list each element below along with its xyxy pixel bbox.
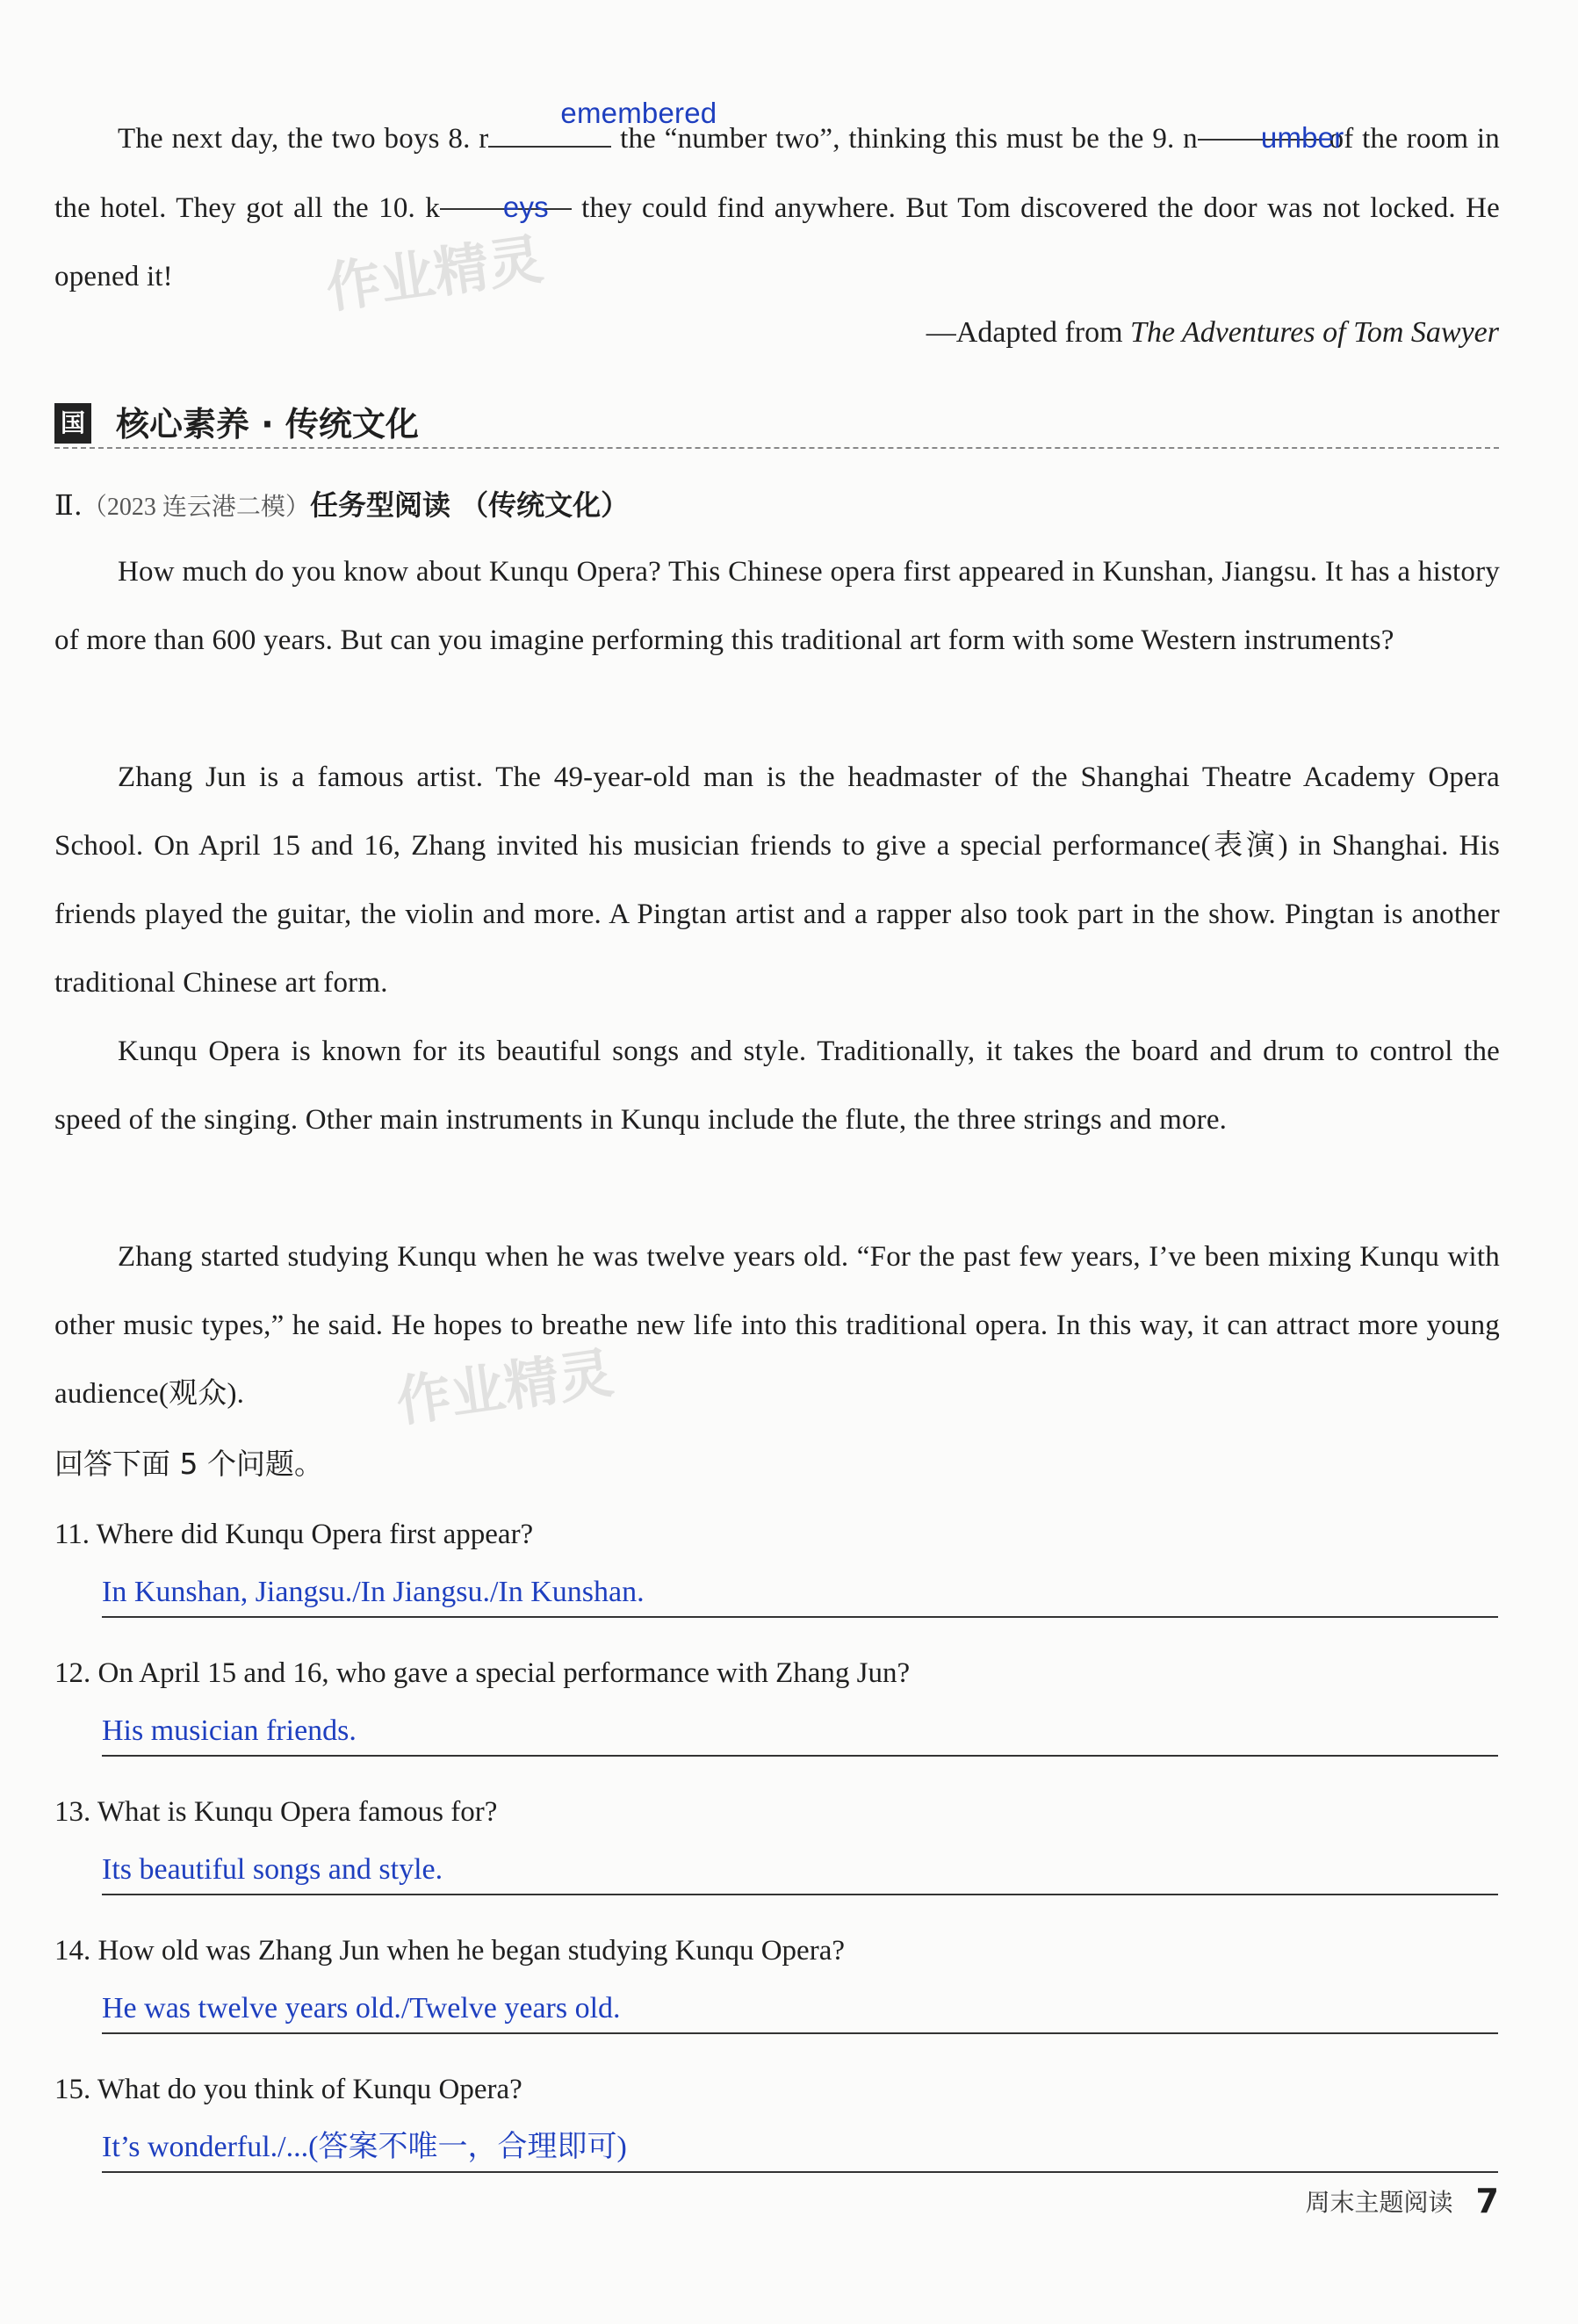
section-title: 核心素养 · 传统文化 bbox=[116, 405, 419, 444]
answer-line-13[interactable]: Its beautiful songs and style. bbox=[102, 1846, 1498, 1895]
watermark: 作业精灵 bbox=[392, 1340, 617, 1434]
passage-paragraph-3: Kunqu Opera is known for its beautiful songs and style. Traditionally, it takes the board and drum to control the speed of the singing. Other main instruments in Kunqu include the flute, the three strings and more. bbox=[54, 1036, 1500, 1136]
answer-line-12[interactable]: His musician friends. bbox=[102, 1707, 1498, 1757]
passage-paragraph-4: Zhang started studying Kunqu when he was twelve years old. “For the past few years, I’ve been mixing Kunqu with other music types,” he said. He hopes to breathe new life into this traditional opera. In this way, it can attract more young audience(观众). bbox=[54, 1241, 1500, 1410]
task-heading bbox=[54, 485, 629, 528]
instruction: 回答下面 5 个问题。 bbox=[54, 1447, 323, 1481]
question-text: 14. How old was Zhang Jun when he began studying Kunqu Opera? bbox=[54, 1935, 845, 1967]
blank-9[interactable] bbox=[1198, 104, 1344, 154]
blank-8[interactable] bbox=[488, 97, 717, 148]
source-prefix: —Adapted from bbox=[926, 316, 1131, 349]
question-12 bbox=[54, 1651, 1500, 1747]
passage-paragraph-2: Zhang Jun is a famous artist. The 49-year-old man is the headmaster of the Shanghai Theatre Academy Opera School. On April 15 and 16, Zhang invited his musician friends to give a special performance(表演) in Shanghai. His friends played the guitar, the violin and more. A Pingtan artist and a rapper also took part in the show. Pingtan is another traditional Chinese art form. bbox=[54, 761, 1500, 999]
question-14 bbox=[54, 1929, 1500, 2024]
task-title: 任务型阅读 （传统文化） bbox=[309, 488, 630, 522]
answer-10: eys bbox=[502, 191, 549, 223]
story-text: of the room in the hotel. They got all the 10. k bbox=[54, 123, 1501, 224]
task-number: Ⅱ. bbox=[54, 488, 83, 522]
answer-line-11[interactable]: In Kunshan, Jiangsu./In Jiangsu./In Kunshan. bbox=[102, 1569, 1498, 1618]
answer-9: umber bbox=[1260, 121, 1344, 154]
question-11 bbox=[54, 1512, 1500, 1608]
story-text: they could find anywhere. But Tom discovered the door was not locked. He opened it! bbox=[54, 192, 1500, 292]
answer-8: emembered bbox=[560, 97, 717, 129]
question-13 bbox=[54, 1790, 1500, 1886]
answer-line-15[interactable]: It’s wonderful./...(答案不唯一，合理即可) bbox=[102, 2124, 1498, 2173]
story-source bbox=[926, 316, 1499, 350]
section-heading bbox=[54, 400, 1499, 452]
question-15 bbox=[54, 2068, 1500, 2163]
question-text: 13. What is Kunqu Opera famous for? bbox=[54, 1796, 498, 1828]
question-text: 15. What do you think of Kunqu Opera? bbox=[54, 2074, 522, 2105]
source-title: The Adventures of Tom Sawyer bbox=[1130, 316, 1499, 349]
watermark: 作业精灵 bbox=[321, 227, 547, 321]
section-divider bbox=[54, 447, 1499, 449]
page-number: 7 bbox=[1475, 2182, 1499, 2220]
footer-label: 周末主题阅读 bbox=[1305, 2188, 1453, 2217]
story-text: the “number two”, thinking this must be the 9. n bbox=[611, 123, 1198, 155]
page-footer bbox=[1306, 2182, 1499, 2220]
passage-paragraph-1: How much do you know about Kunqu Opera? This Chinese opera first appeared in Kunshan, Jiangsu. It has a history of more than 600 years. But can you imagine performing this traditional art form with some Western instruments? bbox=[54, 556, 1500, 656]
story-text: The next day, the two boys 8. r bbox=[118, 123, 489, 155]
question-text: 11. Where did Kunqu Opera first appear? bbox=[54, 1519, 534, 1550]
question-text: 12. On April 15 and 16, who gave a special performance with Zhang Jun? bbox=[54, 1657, 911, 1689]
section-icon: 国 bbox=[54, 403, 91, 444]
answer-line-14[interactable]: He was twelve years old./Twelve years old. bbox=[102, 1985, 1498, 2034]
task-source: （2023 连云港二模） bbox=[82, 494, 310, 521]
story-paragraph bbox=[54, 97, 1501, 311]
blank-10[interactable] bbox=[440, 173, 572, 223]
